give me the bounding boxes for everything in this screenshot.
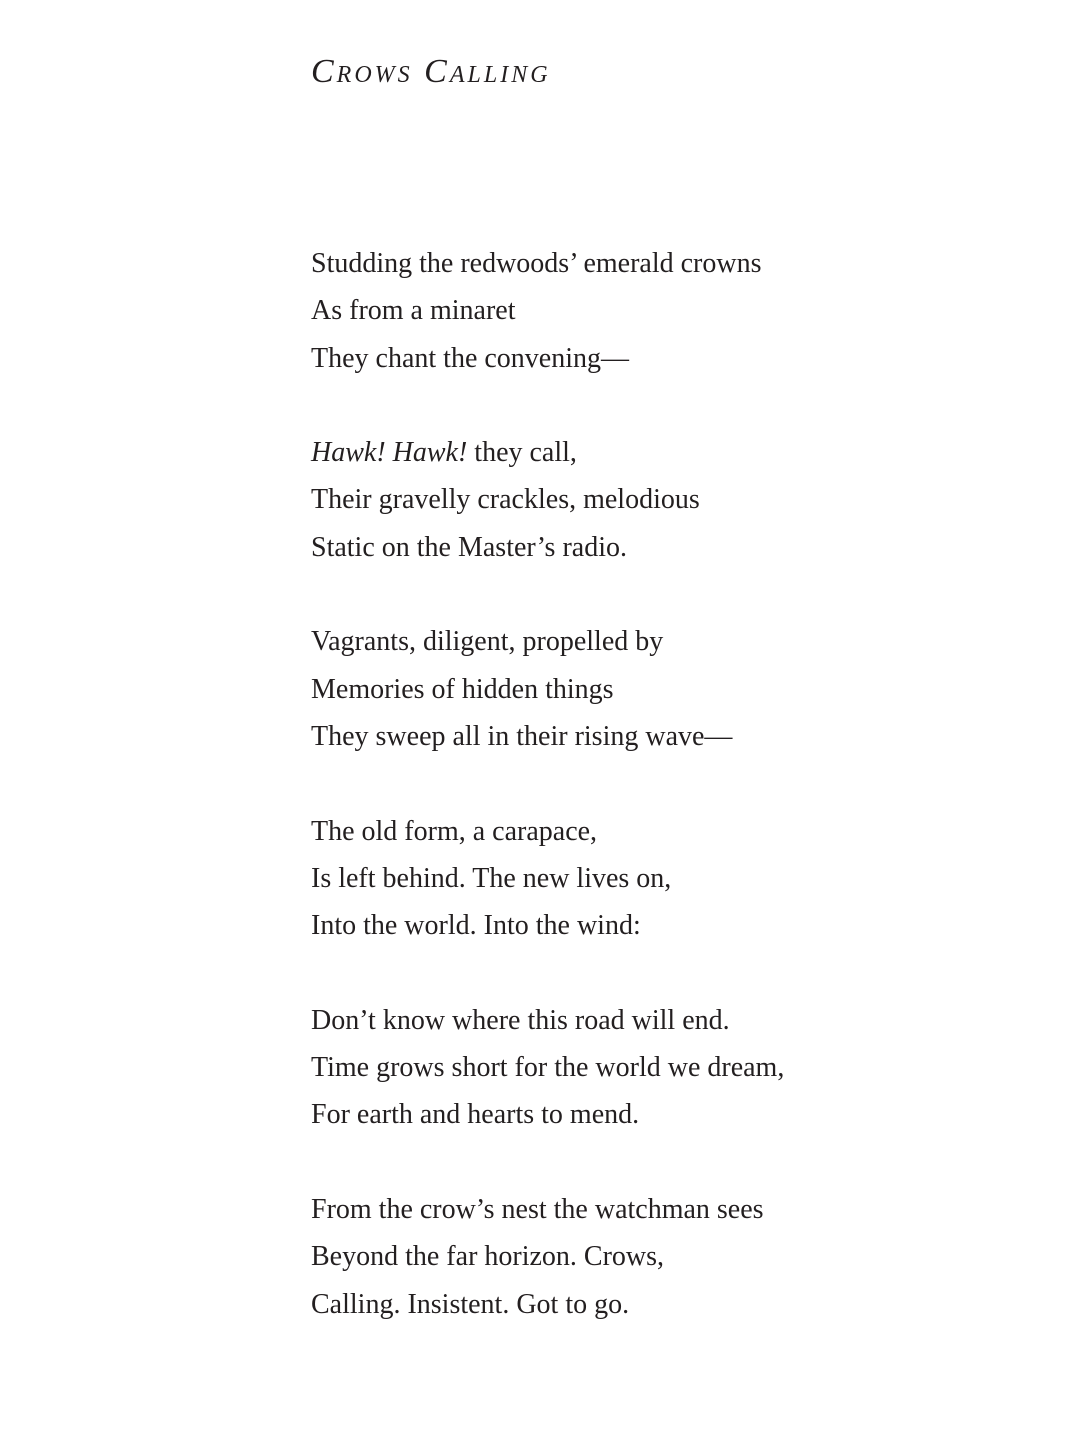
- stanza-4: [311, 808, 1031, 950]
- poem-line: As from a minaret: [311, 295, 516, 327]
- poem-line: The old form, a carapace,: [311, 815, 598, 847]
- stanza-1: [311, 240, 1031, 382]
- poem-line: Memories of hidden things: [311, 673, 614, 705]
- poem-line: Static on the Master’s radio.: [311, 531, 627, 563]
- poem-line: Vagrants, diligent, propelled by: [311, 626, 664, 658]
- stanza-6: [311, 1186, 1031, 1328]
- poem-line: Studding the redwoods’ emerald crowns: [311, 248, 762, 279]
- poem-line: They chant the convening—: [311, 342, 630, 374]
- poem-title: Crows Calling: [311, 53, 551, 90]
- poem-line: They sweep all in their rising wave—: [311, 720, 733, 752]
- stanza-2: [311, 429, 1031, 571]
- poem-line: [311, 429, 1031, 476]
- poem-line: Their gravelly crackles, melodious: [311, 484, 700, 516]
- poem-line-rest: they call,: [467, 437, 577, 469]
- poem-line: Don’t know where this road will end.: [311, 1004, 730, 1036]
- stanza-5: [311, 997, 1031, 1139]
- poem-line: Into the world. Into the wind:: [311, 910, 641, 942]
- poem-line: From the crow’s nest the watchman sees: [311, 1193, 764, 1225]
- poem-line-italic-call: Hawk! Hawk!: [311, 437, 468, 469]
- stanza-3: [311, 618, 1031, 760]
- poem-line: Is left behind. The new lives on,: [311, 862, 672, 894]
- poem-line: Beyond the far horizon. Crows,: [311, 1241, 665, 1273]
- poem-line: Calling. Insistent. Got to go.: [311, 1288, 630, 1320]
- poem-line: For earth and hearts to mend.: [311, 1099, 640, 1131]
- poem-line: Time grows short for the world we dream,: [311, 1052, 785, 1084]
- poem-body: [311, 240, 1031, 1375]
